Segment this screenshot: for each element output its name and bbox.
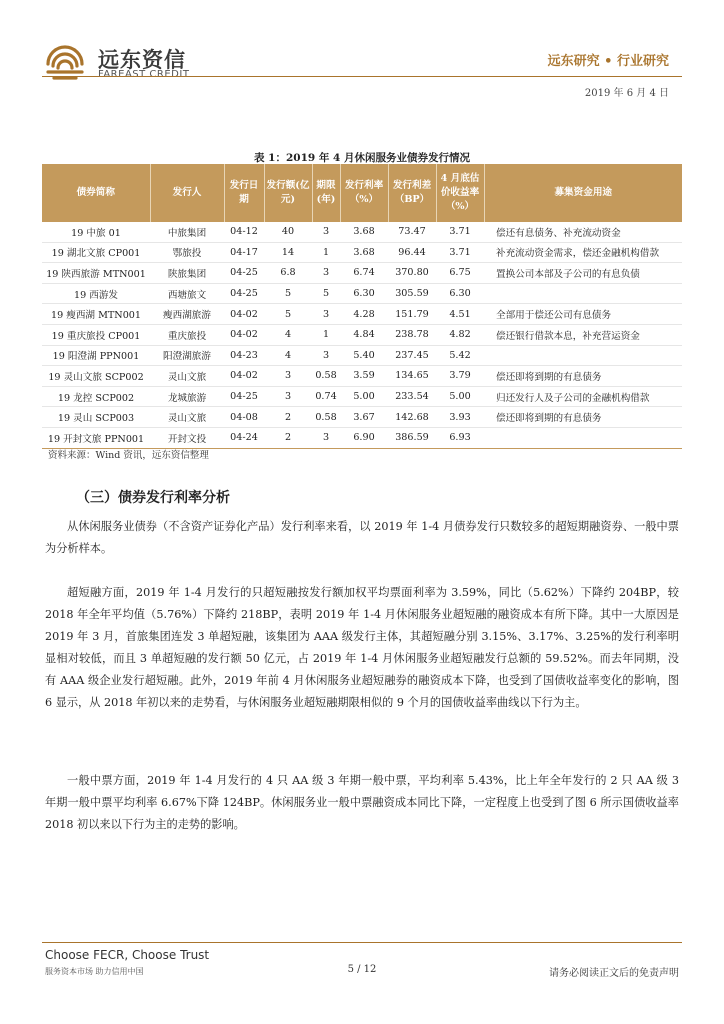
cell-rate: 3.59: [340, 366, 388, 387]
cell-spread: 370.80: [388, 263, 436, 284]
cell-yield: 6.93: [436, 427, 484, 448]
cell-issue-date: 04-02: [224, 366, 264, 387]
cell-use-of-funds: [484, 345, 682, 366]
col-header-amount: 发行额(亿元): [264, 164, 312, 222]
cell-amount: 14: [264, 242, 312, 263]
cell-yield: 5.42: [436, 345, 484, 366]
col-header-spread: 发行利差（BP）: [388, 164, 436, 222]
cell-amount: 6.8: [264, 263, 312, 284]
cell-term: 3: [312, 304, 340, 325]
cell-amount: 3: [264, 366, 312, 387]
col-header-bond-name: 债券简称: [42, 164, 150, 222]
cell-spread: 386.59: [388, 427, 436, 448]
cell-bond-name: 19 灵山文旅 SCP002: [42, 366, 150, 387]
cell-use-of-funds: 偿还银行借款本息，补充营运资金: [484, 324, 682, 345]
cell-issue-date: 04-02: [224, 324, 264, 345]
table-body: [42, 222, 682, 448]
cell-issuer: 龙城旅游: [150, 386, 224, 407]
header-divider: [42, 76, 682, 77]
table-row: [42, 407, 682, 428]
cell-rate: 5.00: [340, 386, 388, 407]
cell-use-of-funds: 置换公司本部及子公司的有息负债: [484, 263, 682, 284]
cell-term: 3: [312, 427, 340, 448]
cell-rate: 6.30: [340, 283, 388, 304]
col-header-issue-date: 发行日期: [224, 164, 264, 222]
cell-issuer: 西塘旅文: [150, 283, 224, 304]
cell-bond-name: 19 阳澄湖 PPN001: [42, 345, 150, 366]
cell-bond-name: 19 灵山 SCP003: [42, 407, 150, 428]
footer-slogan: Choose FECR, Choose Trust: [45, 948, 210, 962]
cell-use-of-funds: [484, 283, 682, 304]
cell-yield: 5.00: [436, 386, 484, 407]
cell-use-of-funds: 偿还即将到期的有息债务: [484, 407, 682, 428]
cell-issue-date: 04-25: [224, 263, 264, 284]
cell-amount: 4: [264, 324, 312, 345]
cell-yield: 3.93: [436, 407, 484, 428]
cell-bond-name: 19 开封文旅 PPN001: [42, 427, 150, 448]
cell-spread: 233.54: [388, 386, 436, 407]
footer-disclaimer: 请务必阅读正文后的免责声明: [549, 968, 679, 979]
cell-rate: 6.90: [340, 427, 388, 448]
cell-issue-date: 04-25: [224, 386, 264, 407]
report-date: 2019 年 6 月 4 日: [584, 88, 669, 99]
cell-term: 3: [312, 345, 340, 366]
cell-bond-name: 19 陕西旅游 MTN001: [42, 263, 150, 284]
cell-rate: 4.84: [340, 324, 388, 345]
cell-spread: 151.79: [388, 304, 436, 325]
cell-yield: 3.71: [436, 242, 484, 263]
col-header-yield: 4 月底估价收益率（%）: [436, 164, 484, 222]
cell-use-of-funds: 全部用于偿还公司有息债务: [484, 304, 682, 325]
logo-english-name: FAREAST CREDIT: [98, 69, 190, 80]
table-caption: 表 1：2019 年 4 月休闲服务业债券发行情况: [254, 152, 470, 164]
cell-spread: 96.44: [388, 242, 436, 263]
cell-yield: 4.82: [436, 324, 484, 345]
cell-amount: 2: [264, 427, 312, 448]
report-section-label: 远东研究 • 行业研究: [547, 54, 669, 69]
table-header-row: [42, 164, 682, 222]
cell-rate: 4.28: [340, 304, 388, 325]
cell-term: 0.74: [312, 386, 340, 407]
table-row: [42, 263, 682, 284]
table-row: [42, 345, 682, 366]
cell-issue-date: 04-24: [224, 427, 264, 448]
cell-issue-date: 04-12: [224, 222, 264, 242]
cell-use-of-funds: 补充流动资金需求，偿还金融机构借款: [484, 242, 682, 263]
cell-bond-name: 19 瘦西湖 MTN001: [42, 304, 150, 325]
cell-bond-name: 19 湖北文旅 CP001: [42, 242, 150, 263]
cell-rate: 6.74: [340, 263, 388, 284]
col-header-use-of-funds: 募集资金用途: [484, 164, 682, 222]
cell-amount: 2: [264, 407, 312, 428]
cell-term: 1: [312, 324, 340, 345]
col-header-issuer: 发行人: [150, 164, 224, 222]
cell-use-of-funds: 归还发行人及子公司的金融机构借款: [484, 386, 682, 407]
cell-yield: 3.79: [436, 366, 484, 387]
cell-issue-date: 04-17: [224, 242, 264, 263]
cell-term: 0.58: [312, 366, 340, 387]
cell-term: 1: [312, 242, 340, 263]
cell-issuer: 重庆旅投: [150, 324, 224, 345]
cell-term: 3: [312, 222, 340, 242]
cell-spread: 305.59: [388, 283, 436, 304]
col-header-term: 期限(年): [312, 164, 340, 222]
cell-spread: 238.78: [388, 324, 436, 345]
cell-term: 3: [312, 263, 340, 284]
footer-divider: [42, 942, 682, 943]
cell-issue-date: 04-02: [224, 304, 264, 325]
table-source: 资料来源：Wind 资讯，远东资信整理: [48, 450, 209, 461]
page-number: 5 / 12: [347, 964, 377, 975]
cell-spread: 134.65: [388, 366, 436, 387]
cell-issuer: 鄂旅投: [150, 242, 224, 263]
cell-term: 0.58: [312, 407, 340, 428]
cell-issuer: 瘦西湖旅游: [150, 304, 224, 325]
cell-amount: 4: [264, 345, 312, 366]
cell-term: 5: [312, 283, 340, 304]
cell-issuer: 灵山文旅: [150, 407, 224, 428]
cell-rate: 5.40: [340, 345, 388, 366]
bond-issuance-table: [42, 164, 682, 449]
cell-issuer: 阳澄湖旅游: [150, 345, 224, 366]
paragraph-intro: 从休闲服务业债券（不含资产证券化产品）发行利率来看，以 2019 年 1-4 月债券发行只数较多的超短期融资券、一般中票为分析样本。: [45, 520, 679, 555]
cell-use-of-funds: 偿还有息债务、补充流动资金: [484, 222, 682, 242]
cell-yield: 6.30: [436, 283, 484, 304]
cell-bond-name: 19 重庆旅投 CP001: [42, 324, 150, 345]
cell-spread: 73.47: [388, 222, 436, 242]
paragraph-mtn: 一般中票方面，2019 年 1-4 月发行的 4 只 AA 级 3 年期一般中票，平均利率 5.43%，比上年全年发行的 2 只 AA 级 3 年期一般中票平均利率 6.67%下降 124BP。休闲服务业一般中票融资成本同比下降，一定程度上也受到了图 6 所示国债收益率 2018 初以来以下行为主的走势的影响。: [45, 774, 679, 831]
paragraph-scp: 超短融方面，2019 年 1-4 月发行的只超短融按发行额加权平均票面利率为 3.59%，同比（5.62%）下降约 204BP，较 2018 年全年平均值（5.76%）下降约 218BP，表明 2019 年 1-4 月休闲服务业超短融的融资成本有所下降。其中一大原因是 2019 年 3 月，首旅集团连发 3 单超短融，该集团为 AAA 级发行主体，其超短融分别 3.15%、3.17%、3.25%的发行利率明显相对较低，而且 3 单超短融的发行额 50 亿元，占 2019 年 1-4 月休闲服务业超短融发行总额的 59.52%。而去年同期，没有 AAA 级企业发行超短融。此外，2019 年前 4 月休闲服务业超短融券的融资成本下降，也受到了国债收益率变化的影响，图 6 显示，从 2018 年初以来的走势看，与休闲服务业超短融期限相似的 9 个月的国债收益率曲线以下行为主。: [45, 586, 679, 709]
table-row: [42, 427, 682, 448]
cell-yield: 3.71: [436, 222, 484, 242]
cell-bond-name: 19 西游发: [42, 283, 150, 304]
section-title: （三）债券发行利率分析: [76, 490, 230, 506]
table-row: [42, 366, 682, 387]
cell-yield: 4.51: [436, 304, 484, 325]
cell-issue-date: 04-08: [224, 407, 264, 428]
cell-issue-date: 04-25: [224, 283, 264, 304]
cell-issue-date: 04-23: [224, 345, 264, 366]
table-row: [42, 283, 682, 304]
cell-amount: 40: [264, 222, 312, 242]
table-row: [42, 304, 682, 325]
cell-amount: 5: [264, 283, 312, 304]
cell-bond-name: 19 中旅 01: [42, 222, 150, 242]
table-row: [42, 324, 682, 345]
cell-issuer: 开封文投: [150, 427, 224, 448]
cell-rate: 3.68: [340, 242, 388, 263]
logo-chinese-name: 远东资信: [98, 48, 186, 72]
cell-issuer: 陕旅集团: [150, 263, 224, 284]
cell-rate: 3.67: [340, 407, 388, 428]
col-header-rate: 发行利率（%）: [340, 164, 388, 222]
cell-use-of-funds: [484, 427, 682, 448]
cell-use-of-funds: 偿还即将到期的有息债务: [484, 366, 682, 387]
cell-spread: 237.45: [388, 345, 436, 366]
cell-amount: 3: [264, 386, 312, 407]
cell-amount: 5: [264, 304, 312, 325]
footer-subslogan: 服务资本市场 助力信用中国: [45, 967, 144, 976]
cell-spread: 142.68: [388, 407, 436, 428]
table-row: [42, 222, 682, 242]
cell-bond-name: 19 龙控 SCP002: [42, 386, 150, 407]
table-row: [42, 386, 682, 407]
cell-issuer: 灵山文旅: [150, 366, 224, 387]
table-row: [42, 242, 682, 263]
cell-issuer: 中旅集团: [150, 222, 224, 242]
cell-yield: 6.75: [436, 263, 484, 284]
cell-rate: 3.68: [340, 222, 388, 242]
